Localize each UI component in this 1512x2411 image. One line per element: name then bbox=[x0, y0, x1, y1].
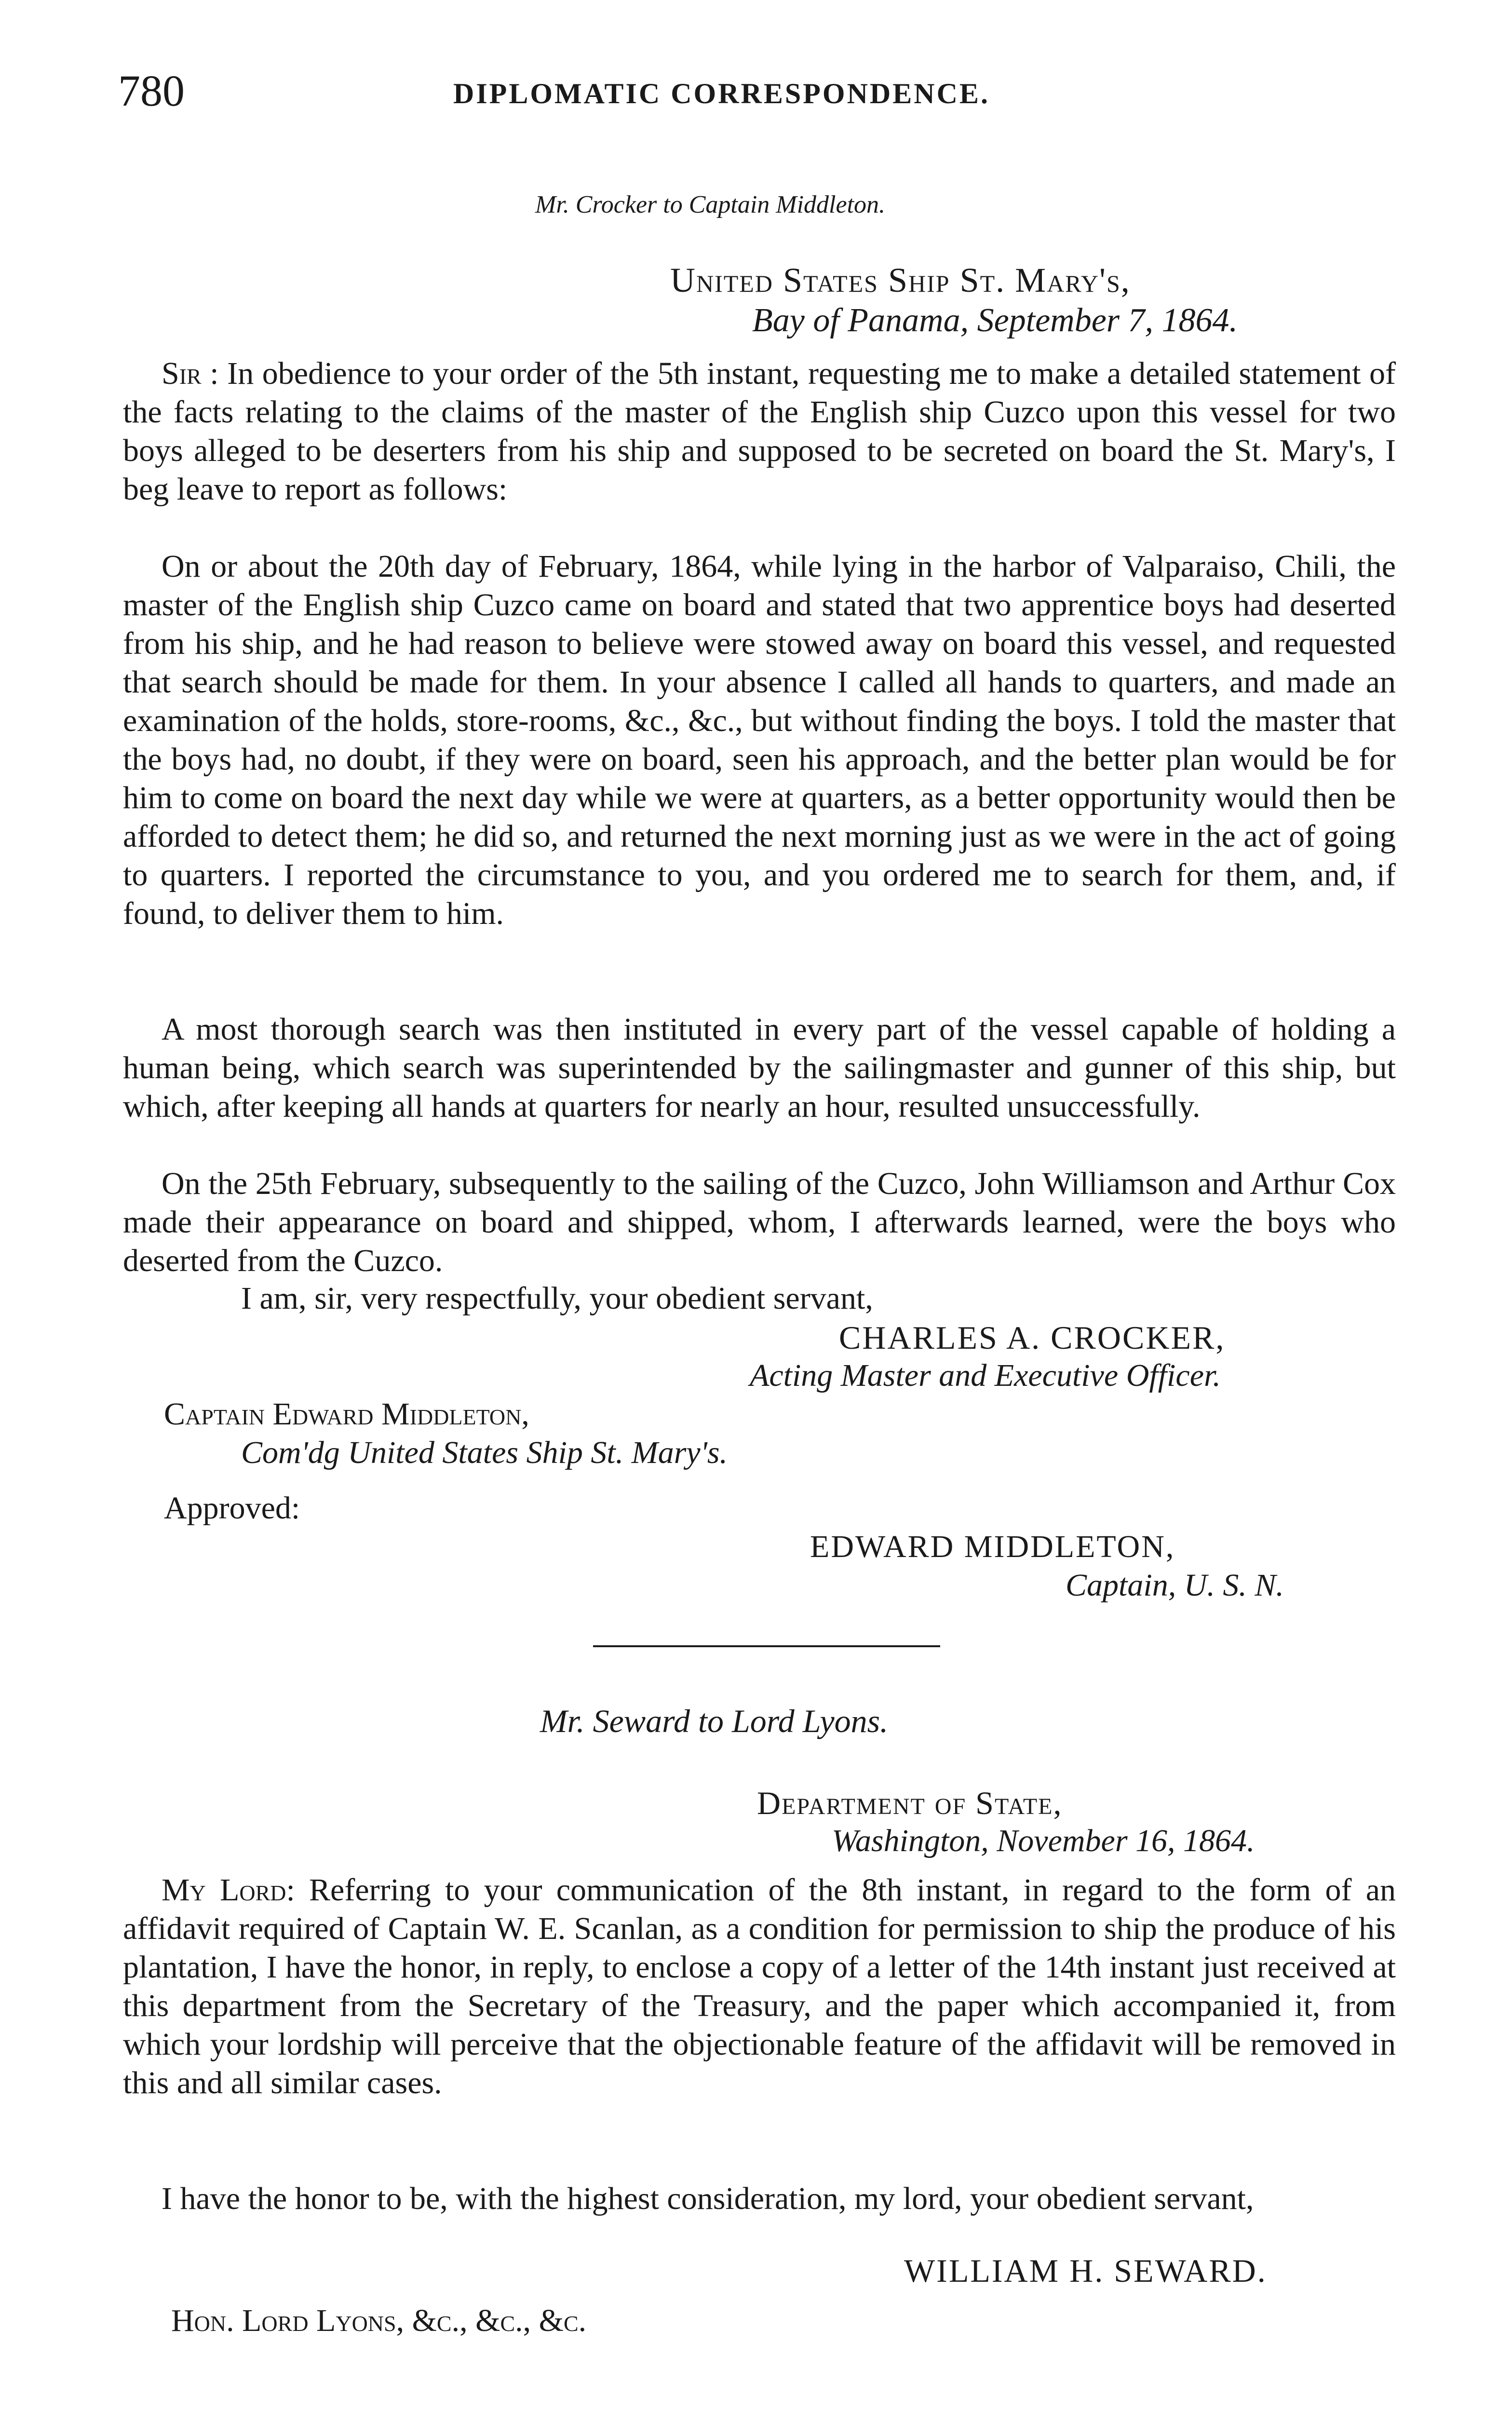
letter2-signature: WILLIAM H. SEWARD. bbox=[904, 2252, 1267, 2289]
letter1-closing: I am, sir, very respectfully, your obedient servant, bbox=[241, 1281, 873, 1316]
letter2-heading: Mr. Seward to Lord Lyons. bbox=[540, 1703, 889, 1739]
letter1-addressee-title: Com'dg United States Ship St. Mary's. bbox=[241, 1435, 728, 1470]
letter1-signature-title: Acting Master and Executive Officer. bbox=[750, 1358, 1221, 1393]
letter1-approver: EDWARD MIDDLETON, bbox=[810, 1529, 1175, 1564]
running-head: DIPLOMATIC CORRESPONDENCE. bbox=[453, 78, 990, 109]
salutation: My Lord: bbox=[162, 1872, 295, 1908]
letter2-date: Washington, November 16, 1864. bbox=[832, 1823, 1255, 1858]
letter1-signature: CHARLES A. CROCKER, bbox=[839, 1319, 1226, 1356]
letter2-addressee: Hon. Lord Lyons, &c., &c., &c. bbox=[171, 2303, 587, 2338]
letter2-paragraph-1 bbox=[123, 1871, 1396, 2102]
letter1-approver-title: Captain, U. S. N. bbox=[1066, 1568, 1284, 1603]
page-number: 780 bbox=[118, 66, 185, 115]
letter2-place: Department of State, bbox=[757, 1785, 1063, 1821]
letter1-paragraph-1 bbox=[123, 354, 1396, 509]
letter1-paragraph-4: On the 25th February, subsequently to the sailing of the Cuzco, John Williamson and Arthur Cox made their appearance on board and shipped, whom, I afterwards learned, were the boys who deserted from the Cuzco. bbox=[123, 1166, 1396, 1278]
salutation: Sir : bbox=[162, 356, 219, 391]
letter1-date: Bay of Panama, September 7, 1864. bbox=[752, 302, 1238, 339]
letter1-paragraph-2: On or about the 20th day of February, 1864, while lying in the harbor of Valparaiso, Chili, the master of the English ship Cuzco came on board and stated that two apprentice boys had deserted from his ship, and he had reason to believe were stowed away on board this vessel, and requested that search should be made for them. In your absence I called all hands to quarters, and made an examination of the holds, store-rooms, &c., &c., but without finding the boys. I told the master that the boys had, no doubt, if they were on board, seen his approach, and the better plan would be for him to come on board the next day while we were at quarters, as a better opportunity would then be afforded to detect them; he did so, and returned the next morning just as we were in the act of going to quarters. I reported the circumstance to you, and you ordered me to search for them, and, if found, to deliver them to him. bbox=[123, 549, 1396, 931]
paragraph-text: Referring to your communication of the 8th instant, in regard to the form of an affidavit required of Captain W. E. Scanlan, as a condition for permission to ship the produce of his plantation, I have the honor, in reply, to enclose a copy of a letter of the 14th instant just received at this department from the Secretary of the Treasury, and the paper which accompanied it, from which your lordship will perceive that the objectionable feature of the affidavit will be removed in this and all similar cases. bbox=[123, 1872, 1396, 2100]
paragraph-text: In obedience to your order of the 5th instant, requesting me to make a detailed statement of the facts relating to the claims of the master of the English ship Cuzco upon this vessel for two boys alleged to be deserters from his ship and supposed to be secreted on board the St. Mary's, I beg leave to report as follows: bbox=[123, 356, 1396, 507]
letter1-addressee-name: Captain Edward Middleton, bbox=[164, 1396, 529, 1432]
letter1-place: United States Ship St. Mary's, bbox=[670, 261, 1131, 299]
letter1-heading: Mr. Crocker to Captain Middleton. bbox=[535, 191, 886, 218]
letter2-paragraph-2: I have the honor to be, with the highest consideration, my lord, your obedient servant, bbox=[162, 2181, 1254, 2216]
letter1-approved-label: Approved: bbox=[164, 1490, 300, 1526]
letter1-paragraph-3: A most thorough search was then instituted in every part of the vessel capable of holding a human being, which search was superintended by the sailingmaster and gunner of this ship, but which, after keeping all hands at quarters for nearly an hour, resulted unsuccessfully. bbox=[123, 1012, 1396, 1124]
section-divider bbox=[593, 1645, 940, 1647]
